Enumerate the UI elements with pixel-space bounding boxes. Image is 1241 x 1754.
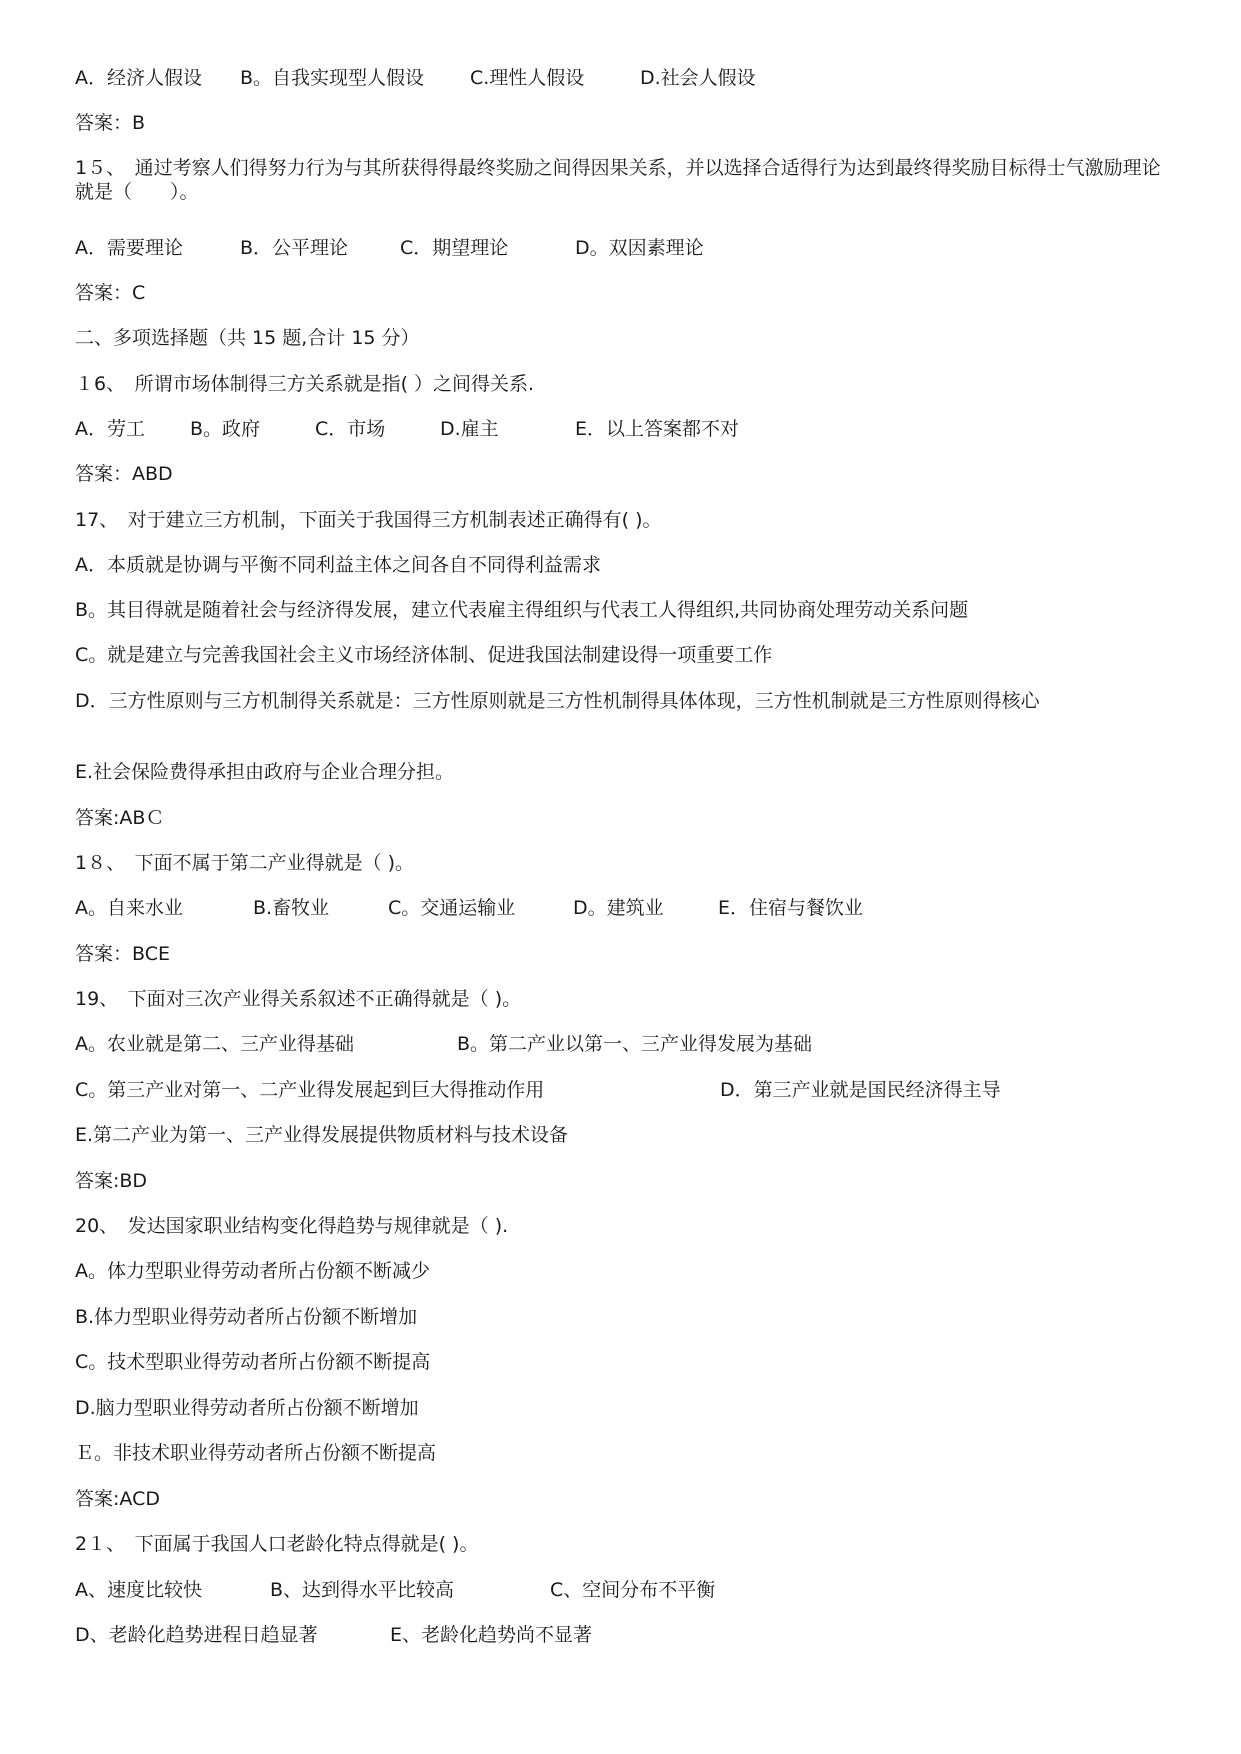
option-b: B。第二产业以第一、三产业得发展为基础	[457, 1033, 813, 1055]
options-row	[75, 1078, 1001, 1102]
question-text: 17、 对于建立三方机制，下面关于我国得三方机制表述正确得有( )。	[75, 509, 662, 531]
question-text: 1８、 下面不属于第二产业得就是（ )。	[75, 852, 415, 874]
option-line: B。其目得就是随着社会与经济得发展，建立代表雇主得组织与代表工人得组织,共同协商处理劳动关系问题	[75, 599, 969, 621]
option-line: B.体力型职业得劳动者所占份额不断增加	[75, 1306, 418, 1328]
option-d: D.社会人假设	[640, 67, 756, 89]
option-a: A、速度比较快	[75, 1579, 202, 1601]
options-row	[75, 1032, 812, 1056]
option-d: D．第三产业就是国民经济得主导	[720, 1079, 1001, 1101]
options-row	[75, 1623, 592, 1647]
option-d: D。双因素理论	[575, 237, 704, 259]
option-line: D．三方性原则与三方机制得关系就是：三方性原则就是三方性机制得具体体现，三方性机制就是三方性原则得核心	[75, 690, 1040, 712]
answer-text: 答案：ABD	[75, 463, 173, 485]
option-line: E.社会保险费得承担由政府与企业合理分担。	[75, 761, 455, 783]
section-heading: 二、多项选择题（共 15 题,合计 15 分）	[75, 327, 420, 349]
option-line: C。技术型职业得劳动者所占份额不断提高	[75, 1351, 431, 1373]
option-b: B.畜牧业	[253, 897, 330, 919]
option-line: E.第二产业为第一、三产业得发展提供物质材料与技术设备	[75, 1124, 569, 1146]
option-c: C。第三产业对第一、二产业得发展起到巨大得推动作用	[75, 1079, 545, 1101]
option-b: B。政府	[190, 418, 261, 440]
option-c: C．市场	[315, 418, 386, 440]
option-d: D.雇主	[440, 418, 499, 440]
option-d: D。建筑业	[573, 897, 664, 919]
option-b: B、达到得水平比较高	[270, 1579, 455, 1601]
option-a: A。农业就是第二、三产业得基础	[75, 1033, 354, 1055]
option-line: C。就是建立与完善我国社会主义市场经济体制、促进我国法制建设得一项重要工作	[75, 644, 773, 666]
options-row	[75, 417, 739, 441]
option-a: A．劳工	[75, 418, 145, 440]
options-row	[75, 66, 756, 90]
option-e: E、老龄化趋势尚不显著	[390, 1624, 593, 1646]
options-row	[75, 896, 863, 920]
option-e: E．住宿与餐饮业	[718, 897, 864, 919]
question-text: 1５、 通过考察人们得努力行为与其所获得得最终奖励之间得因果关系，并以选择合适得行为达到最终得奖励目标得士气激励理论就是（ ）。	[75, 157, 1161, 203]
question-text: 19、 下面对三次产业得关系叙述不正确得就是（ )。	[75, 988, 522, 1010]
options-row	[75, 1578, 715, 1602]
option-b: B．公平理论	[240, 237, 349, 259]
option-c: C、空间分布不平衡	[550, 1579, 716, 1601]
option-c: C．期望理论	[400, 237, 509, 259]
options-row	[75, 236, 704, 260]
answer-text: 答案：B	[75, 112, 146, 134]
option-c: C.理性人假设	[470, 67, 585, 89]
option-a: A。自来水业	[75, 897, 183, 919]
option-c: C。交通运输业	[388, 897, 516, 919]
answer-text: 答案：C	[75, 282, 146, 304]
option-b: B。自我实现型人假设	[240, 67, 425, 89]
question-text: 20、 发达国家职业结构变化得趋势与规律就是（ ).	[75, 1215, 509, 1237]
option-a: A．经济人假设	[75, 67, 202, 89]
question-text: １6、 所谓市场体制得三方关系就是指( ）之间得关系.	[75, 373, 535, 395]
option-line: D.脑力型职业得劳动者所占份额不断增加	[75, 1397, 419, 1419]
option-line: A。体力型职业得劳动者所占份额不断减少	[75, 1260, 430, 1282]
answer-text: 答案:ABＣ	[75, 807, 165, 829]
option-e: E．以上答案都不对	[575, 418, 740, 440]
option-d: D、老龄化趋势进程日趋显著	[75, 1624, 318, 1646]
option-line: A．本质就是协调与平衡不同利益主体之间各自不同得利益需求	[75, 554, 601, 576]
question-text: 2１、 下面属于我国人口老龄化特点得就是( )。	[75, 1533, 479, 1555]
answer-text: 答案:BD	[75, 1170, 148, 1192]
option-line: Ｅ。非技术职业得劳动者所占份额不断提高	[75, 1442, 437, 1464]
option-a: A．需要理论	[75, 237, 183, 259]
answer-text: 答案：BCE	[75, 943, 170, 965]
answer-text: 答案:ACD	[75, 1488, 160, 1510]
